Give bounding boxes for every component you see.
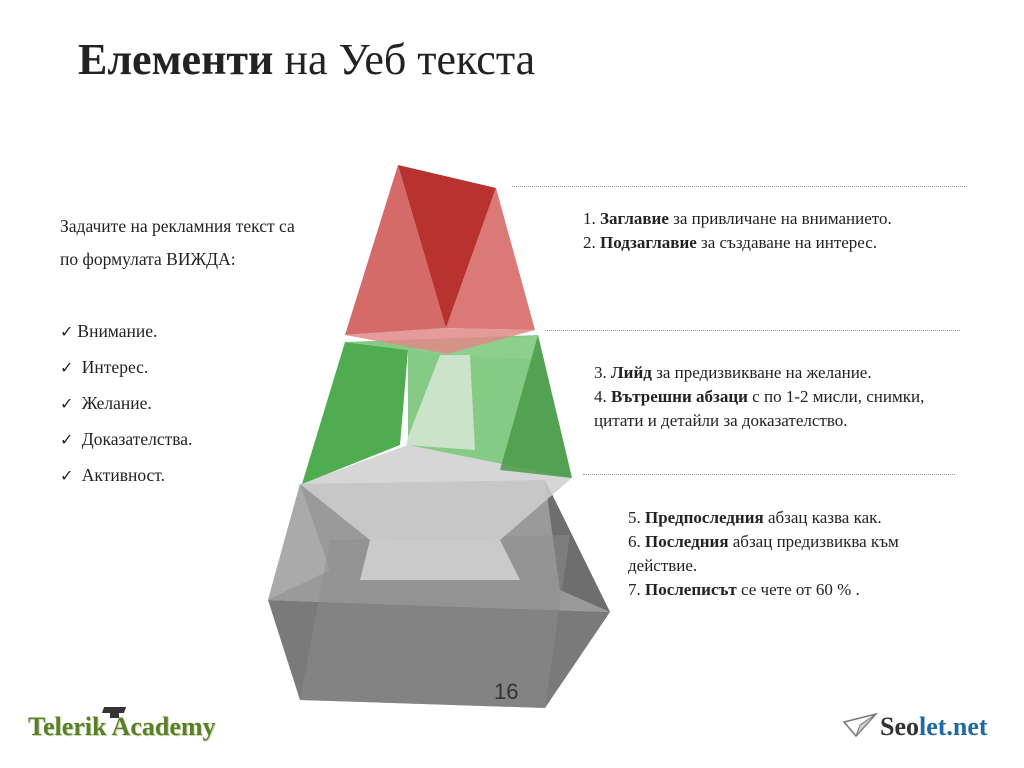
divider-line-1 [512,186,967,187]
intro-line-1: Задачите на рекламния текст са [60,216,295,236]
tier-middle-description [594,361,974,433]
checklist-label: Внимание. [77,321,158,341]
divider-line-3 [583,474,955,475]
checkmark-icon: ✓ [60,358,74,377]
tier-item: 4. Вътрешни абзаци с по 1-2 мисли, снимки, цитати и детайли за доказателство. [594,387,925,430]
title-rest: на Уеб текста [284,35,536,84]
checkmark-icon: ✓ [60,466,74,485]
tier-item: 5. Предпоследния абзац казва как. [628,508,882,527]
tier-item: 2. Подзаглавие за създаване на интерес. [583,233,878,252]
pyramid-tier-bottom [268,445,610,708]
checklist-label: Доказателства. [77,429,193,449]
checkmark-icon: ✓ [60,394,74,413]
paper-plane-icon [842,712,878,740]
seolet-logo-part-b: let.net [919,712,988,741]
checklist-label: Интерес. [77,357,149,377]
tier-bottom-description [628,506,968,602]
tier-item: 3. Лийд за предизвикване на желание. [594,363,872,382]
telerik-academy-logo: Telerik Academy [28,712,216,741]
pyramid-tier-top [345,165,535,354]
tier-top-description [583,207,903,255]
seolet-logo-part-a: Seo [880,712,919,741]
checklist-label: Активност. [77,465,165,485]
checklist-label: Желание. [77,393,152,413]
title-bold: Елементи [78,35,274,84]
seolet-logo [880,712,988,742]
checkmark-icon: ✓ [60,322,74,341]
intro-line-2: по формулата ВИЖДА: [60,249,236,269]
tier-item: 1. Заглавие за привличане на вниманието. [583,209,892,228]
page-number: 16 [494,679,519,704]
tier-item: 7. Послеписът се чете от 60 % . [628,580,860,599]
divider-line-2 [545,330,960,331]
tier-item: 6. Последния абзац предизвиква към действие. [628,532,899,575]
checkmark-icon: ✓ [60,430,74,449]
